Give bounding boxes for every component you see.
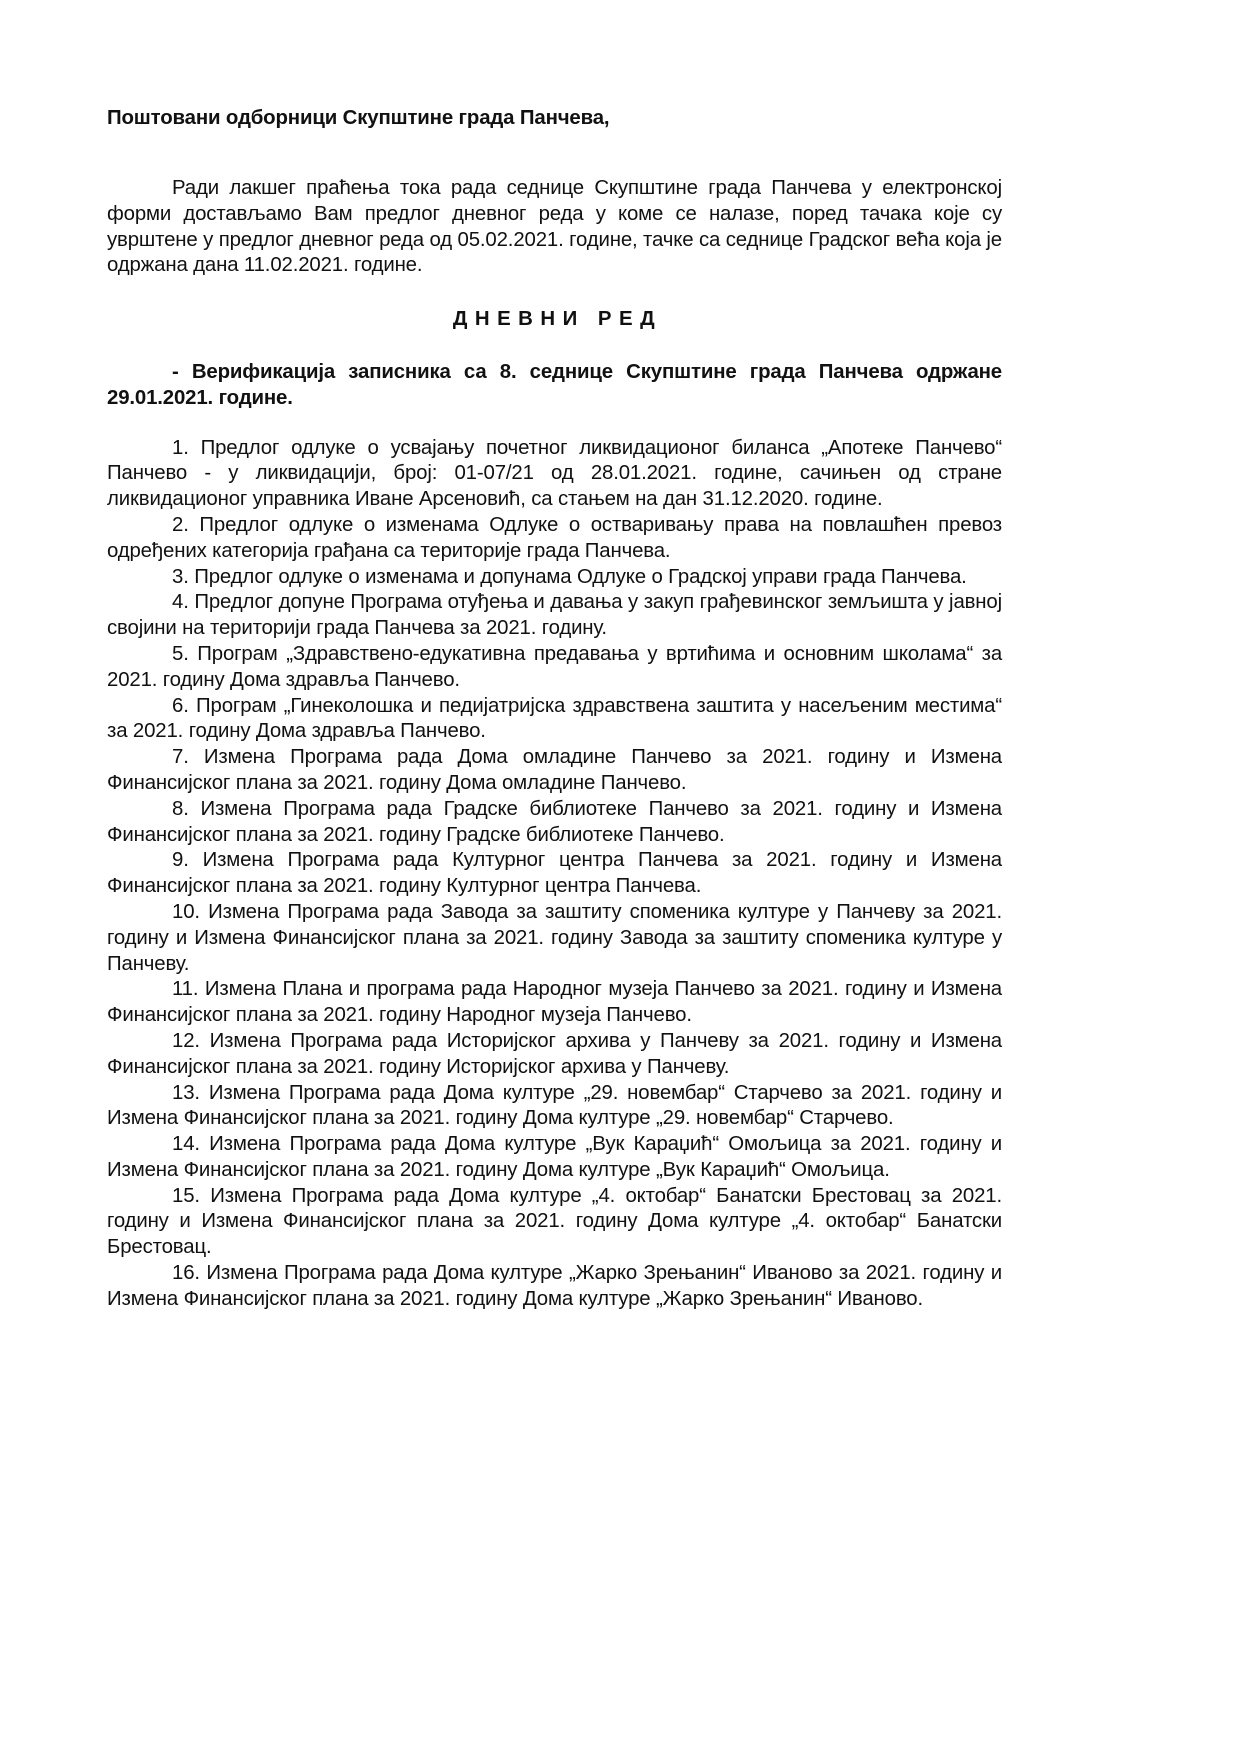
agenda-item	[107, 977, 1002, 1029]
agenda-item-text: Измена Програма рада Историјског архива у Панчеву за 2021. годину и Измена Финансијског плана за 2021. годину Историјског архива у Панчеву.	[107, 1029, 1003, 1078]
agenda-item	[107, 900, 1002, 977]
agenda-list	[107, 436, 1002, 1313]
agenda-item-text: Измена Програма рада Завода за заштиту споменика културе у Панчеву за 2021. годину и Измена Финансијског плана за 2021. годину Завода за заштиту споменика културе у Панчеву.	[107, 900, 1003, 975]
agenda-item	[107, 1029, 1002, 1081]
agenda-item	[107, 436, 1002, 513]
agenda-item	[107, 565, 1002, 591]
agenda-item	[107, 848, 1002, 900]
agenda-item-number: 9.	[172, 849, 189, 872]
agenda-item-text: Измена Програма рада Дома омладине Панчево за 2021. годину и Измена Финансијског плана за 2021. годину Дома омладине Панчево.	[107, 746, 1002, 794]
agenda-title: ДНЕВНИ РЕД	[452, 308, 663, 331]
document-page	[107, 106, 1002, 1313]
agenda-item-text: Предлог одлуке о изменама Одлуке о остваривању права на повлашћен превоз одређених категорија грађана са територије града Панчева.	[107, 513, 1003, 562]
agenda-item-number: 6.	[172, 694, 189, 717]
agenda-item-text: Измена Програма рада Градске библиотеке Панчево за 2021. годину и Измена Финансијског плана за 2021. годину Градске библиотеке Панчево.	[107, 797, 1002, 846]
agenda-item-number: 2.	[172, 513, 189, 536]
agenda-item-number: 3.	[172, 565, 189, 588]
agenda-item-number: 7.	[172, 746, 189, 769]
agenda-item-text: Измена Плана и програма рада Народног музеја Панчево за 2021. годину и Измена Финансијског плана за 2021. годину Народног музеја Панчево.	[107, 978, 1003, 1027]
agenda-item	[107, 745, 1002, 797]
agenda-item-text: Измена Програма рада Културног центра Панчева за 2021. годину и Измена Финансијског плана за 2021. годину Културног центра Панчева.	[107, 849, 1003, 898]
agenda-item-number: 13.	[172, 1081, 200, 1104]
verification-item: - Верификација записника са 8. седнице Скупштине града Панчева одржане 29.01.2021. године.	[107, 360, 1002, 409]
agenda-item-number: 12.	[172, 1029, 200, 1052]
agenda-item-text: Измена Програма рада Дома културе „Жарко Зрењанин“ Иваново за 2021. годину и Измена Финансијског плана за 2021. годину Дома културе „Жарко Зрењанин“ Иваново.	[107, 1262, 1002, 1310]
agenda-item-text: Предлог одлуке о усвајању почетног ликвидационог биланса „Апотеке Панчево“ Панчево - у ликвидацији, број: 01-07/21 од 28.01.2021. године, сачињен од стране ликвидационог управника Иване Арсеновић, са стањем на дан 31.12.2020. године.	[107, 436, 1002, 511]
agenda-item-text: Програм „Гинеколошка и педијатријска здравствена заштита у насељеним местима“ за 2021. годину Дома здравља Панчево.	[107, 694, 1003, 743]
agenda-item-text: Измена Програма рада Дома културе „29. новембар“ Старчево за 2021. годину и Измена Финансијског плана за 2021. годину Дома културе „29. новембар“ Старчево.	[107, 1081, 1002, 1130]
agenda-item-number: 1.	[172, 436, 189, 459]
agenda-item-text: Измена Програма рада Дома културе „4. октобар“ Банатски Брестовац за 2021. годину и Измена Финансијског плана за 2021. годину Дома културе „4. октобар“ Банатски Брестовац.	[107, 1184, 1003, 1259]
agenda-item	[107, 1184, 1002, 1261]
agenda-item-text: Предлог допуне Програма отуђења и давања у закуп грађевинског земљишта у јавној својини на територији града Панчева за 2021. годину.	[107, 591, 1002, 640]
agenda-item-number: 5.	[172, 642, 189, 665]
agenda-item	[107, 1261, 1002, 1313]
agenda-item-number: 16.	[172, 1262, 200, 1285]
salutation: Поштовани одборници Скупштине града Панчева,	[107, 107, 610, 129]
agenda-item	[107, 694, 1002, 746]
agenda-item-number: 10.	[172, 900, 200, 923]
agenda-item	[107, 513, 1002, 565]
agenda-item	[107, 1132, 1002, 1184]
agenda-item	[107, 590, 1002, 642]
agenda-item	[107, 642, 1002, 694]
agenda-item	[107, 797, 1002, 849]
agenda-item-number: 4.	[172, 591, 189, 614]
agenda-item-number: 11.	[172, 978, 199, 1001]
agenda-item-text: Програм „Здравствено-едукативна предавања у вртићима и основним школама“ за 2021. годину Дома здравља Панчево.	[107, 642, 1003, 691]
agenda-item-text: Измена Програма рада Дома културе „Вук Караџић“ Омољица за 2021. годину и Измена Финансијског плана за 2021. годину Дома културе „Вук Караџић“ Омољица.	[107, 1133, 1003, 1181]
intro-paragraph: Ради лакшег праћења тока рада седнице Скупштине града Панчева у електронској форми достављамо Вам предлог дневног реда у коме се налазе, поред тачака које су уврштене у предлог дневног реда од 05.02.2021. године, тачке са седнице Градског већа која је одржана дана 11.02.2021. године.	[107, 177, 1002, 277]
agenda-item-number: 14.	[172, 1133, 200, 1156]
agenda-item-text: Предлог одлуке о изменама и допунама Одлуке о Градској управи града Панчева.	[194, 565, 967, 588]
agenda-item	[107, 1081, 1002, 1133]
agenda-item-number: 8.	[172, 797, 189, 820]
agenda-item-number: 15.	[172, 1184, 200, 1207]
